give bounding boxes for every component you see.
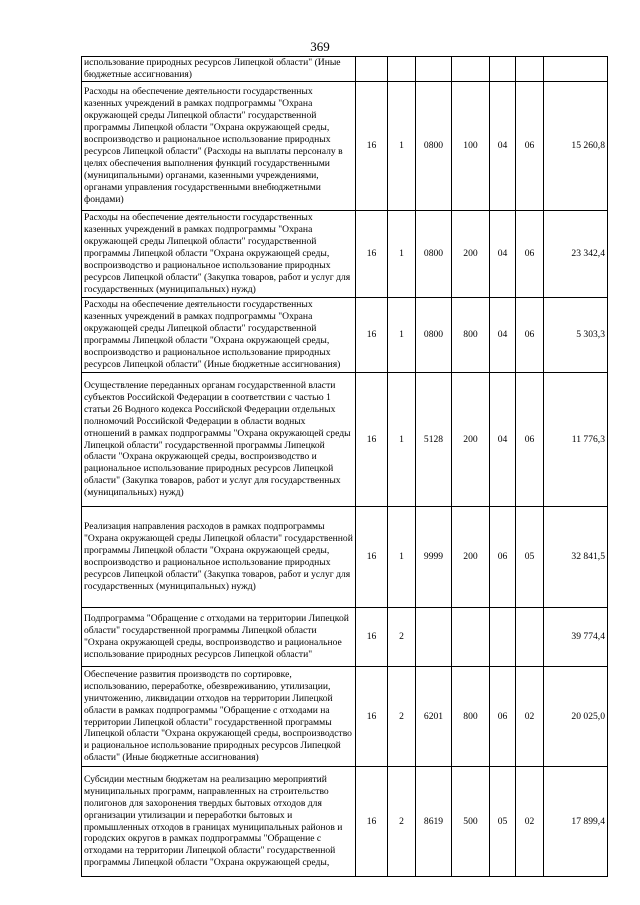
budget-table [81,56,608,877]
table-row [82,211,608,298]
row-ministry-code: 16 [356,211,388,298]
row-target-code [416,608,452,667]
row-description: Расходы на обеспечение деятельности государственных казенных учреждений в рамках подпрограммы "Охрана окружающей среды Липецкой области" государственной программы Липецкой области "Охрана окружающей среды, воспроизводство и рациональное использование природных ресурсов Липецкой области" (Иные бюджетные ассигнования) [82,298,356,373]
row-ministry-code: 16 [356,767,388,877]
row-section-code: 1 [388,298,416,373]
row-target-code: 5128 [416,373,452,507]
row-amount: 32 841,5 [544,507,608,608]
row-expense-type: 100 [452,82,490,211]
row-expense-type [452,608,490,667]
row-description: Подпрограмма "Обращение с отходами на территории Липецкой области" государственной программы Липецкой области "Охрана окружающей среды, воспроизводство и рациональное использование природных ресурсов Липецкой области" [82,608,356,667]
table-row [82,667,608,767]
table-row [82,57,608,82]
row-section-rz: 06 [490,507,516,608]
row-expense-type: 200 [452,373,490,507]
row-section-code: 2 [388,667,416,767]
table-row [82,373,608,507]
row-section-rz: 04 [490,298,516,373]
row-description: Расходы на обеспечение деятельности государственных казенных учреждений в рамках подпрограммы "Охрана окружающей среды Липецкой области" государственной программы Липецкой области "Охрана окружающей среды, воспроизводство и рациональное использование природных ресурсов Липецкой области" (Закупка товаров, работ и услуг для государственных (муниципальных) нужд) [82,211,356,298]
row-description: Расходы на обеспечение деятельности государственных казенных учреждений в рамках подпрограммы "Охрана окружающей среды Липецкой области" государственной программы Липецкой области "Охрана окружающей среды, воспроизводство и рациональное использование природных ресурсов Липецкой области" (Расходы на выплаты персоналу в целях обеспечения выполнения функций государственными (муниципальными) органами, казенными учреждениями, органами управления государственными внебюджетными фондами) [82,82,356,211]
row-section-code: 1 [388,82,416,211]
row-ministry-code: 16 [356,667,388,767]
table-row [82,82,608,211]
row-subsection-pr [516,608,544,667]
row-description: Реализация направления расходов в рамках подпрограммы "Охрана окружающей среды Липецкой области" государственной программы Липецкой области "Охрана окружающей среды, воспроизводство и рациональное использование природных ресурсов Липецкой области" (Закупка товаров, работ и услуг для государственных (муниципальных) нужд) [82,507,356,608]
row-ministry-code [356,57,388,82]
row-target-code: 0800 [416,298,452,373]
row-description: Осуществление переданных органам государственной власти субъектов Российской Федерации в соответствии с частью 1 статьи 26 Водного кодекса Российской Федерации отдельных полномочий Российской Федерации в области водных отношений в рамках подпрограммы "Охрана окружающей среды Липецкой области" государственной программы Липецкой области "Охрана окружающей среды, воспроизводство и рациональное использование природных ресурсов Липецкой области" (Закупка товаров, работ и услуг для государственных (муниципальных) нужд) [82,373,356,507]
row-ministry-code: 16 [356,82,388,211]
row-section-code: 2 [388,767,416,877]
row-section-rz [490,57,516,82]
row-ministry-code: 16 [356,507,388,608]
row-target-code: 8619 [416,767,452,877]
table-row [82,767,608,877]
row-section-rz: 04 [490,211,516,298]
row-expense-type: 200 [452,211,490,298]
row-section-code [388,57,416,82]
row-section-rz: 05 [490,767,516,877]
row-description: использование природных ресурсов Липецкой области" (Иные бюджетные ассигнования) [82,57,356,82]
row-subsection-pr [516,57,544,82]
row-amount: 20 025,0 [544,667,608,767]
row-expense-type: 500 [452,767,490,877]
table-row [82,507,608,608]
table-row [82,608,608,667]
row-description: Обеспечение развития производств по сортировке, использованию, переработке, обезвреживанию, утилизации, уничтожению, ликвидации отходов на территории Липецкой области в рамках подпрограммы "Обращение с отходами на территории Липецкой области" государственной программы Липецкой области "Охрана окружающей среды, воспроизводство и рациональное использование природных ресурсов Липецкой области" (Иные бюджетные ассигнования) [82,667,356,767]
row-section-rz: 06 [490,667,516,767]
row-description: Субсидии местным бюджетам на реализацию мероприятий муниципальных программ, направленных на строительство полигонов для захоронения твердых бытовых отходов для организации утилизации и переработки бытовых и промышленных отходов в границах муниципальных районов и городских округов в рамках подпрограммы "Обращение с отходами на территории Липецкой области" государственной программы Липецкой области "Охрана окружающей среды, [82,767,356,877]
row-amount: 11 776,3 [544,373,608,507]
row-subsection-pr: 02 [516,667,544,767]
row-amount: 17 899,4 [544,767,608,877]
row-subsection-pr: 06 [516,298,544,373]
row-target-code [416,57,452,82]
row-subsection-pr: 05 [516,507,544,608]
row-section-code: 1 [388,211,416,298]
row-section-code: 2 [388,608,416,667]
row-expense-type [452,57,490,82]
row-ministry-code: 16 [356,298,388,373]
row-amount: 39 774,4 [544,608,608,667]
row-section-code: 1 [388,507,416,608]
row-section-code: 1 [388,373,416,507]
row-section-rz: 04 [490,82,516,211]
budget-table-body [82,57,608,877]
row-section-rz: 04 [490,373,516,507]
row-subsection-pr: 06 [516,82,544,211]
row-target-code: 0800 [416,211,452,298]
row-target-code: 9999 [416,507,452,608]
table-row [82,298,608,373]
row-expense-type: 800 [452,667,490,767]
row-target-code: 6201 [416,667,452,767]
row-ministry-code: 16 [356,373,388,507]
row-amount [544,57,608,82]
row-amount: 23 342,4 [544,211,608,298]
row-expense-type: 200 [452,507,490,608]
page-number: 369 [310,39,330,54]
row-subsection-pr: 02 [516,767,544,877]
row-target-code: 0800 [416,82,452,211]
row-section-rz [490,608,516,667]
row-ministry-code: 16 [356,608,388,667]
row-expense-type: 800 [452,298,490,373]
row-amount: 15 260,8 [544,82,608,211]
row-subsection-pr: 06 [516,373,544,507]
row-subsection-pr: 06 [516,211,544,298]
row-amount: 5 303,3 [544,298,608,373]
